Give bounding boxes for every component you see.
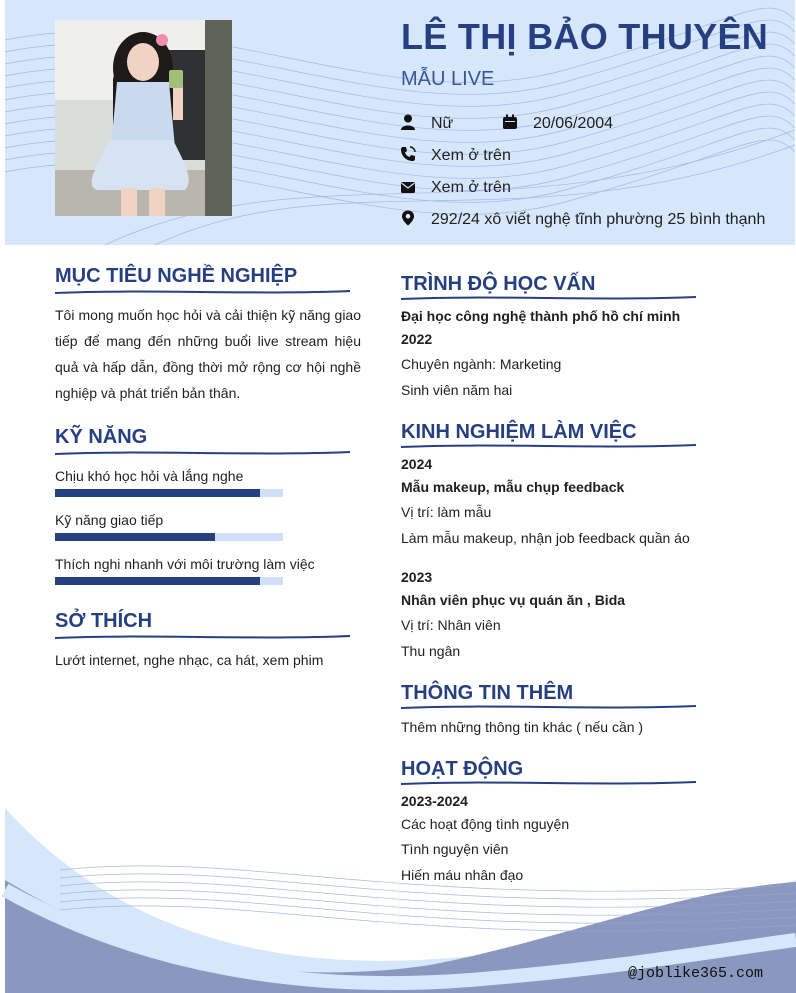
education-title: TRÌNH ĐỘ HỌC VẤN	[401, 273, 596, 295]
experience-year: 2024	[401, 456, 433, 472]
objective-underline	[55, 288, 350, 296]
activities-period: 2023-2024	[401, 793, 468, 809]
skill-bar-fill	[55, 533, 215, 541]
activities-org: Các hoạt động tình nguyện	[401, 816, 570, 832]
hobbies-text: Lướt internet, nghe nhạc, ca hát, xem phim	[55, 652, 324, 668]
birthday-value: 20/06/2004	[533, 115, 614, 132]
activities-underline	[401, 779, 696, 787]
experience-role: Vị trí: làm mẫu	[401, 504, 492, 520]
education-school: Đại học công nghệ thành phố hồ chí minh	[401, 308, 681, 324]
address-value: 292/24 xô viết nghệ tĩnh phường 25 bình thạnh	[431, 211, 766, 228]
job-position: MẪU LIVE	[401, 68, 495, 90]
education-major: Chuyên ngành: Marketing	[401, 356, 562, 372]
skill-bar-fill	[55, 489, 260, 497]
skill-bar-fill	[55, 577, 260, 585]
experience-underline	[401, 442, 696, 450]
skills-title: KỸ NĂNG	[55, 426, 148, 448]
extra-info-underline	[401, 703, 696, 711]
education-underline	[401, 294, 696, 302]
experience-desc: Làm mẫu makeup, nhận job feedback quần áo	[401, 530, 690, 546]
objective-text: Tôi mong muốn học hỏi và cải thiện kỹ năng giao tiếp để mang đến những buổi live stream hiệu quả và hấp dẫn, đồng thời mở rộng cơ hội nghề nghiệp và phát triển bản thân.	[55, 307, 361, 401]
extra-info-text: Thêm những thông tin khác ( nếu cần )	[401, 719, 644, 735]
activities-desc: Hiến máu nhân đạo	[401, 867, 524, 883]
footer-website: @joblike365.com	[628, 965, 764, 982]
phone-value: Xem ở trên	[431, 147, 511, 164]
experience-desc: Thu ngân	[401, 643, 461, 659]
skill-label: Thích nghi nhanh với môi trường làm việc	[55, 556, 315, 572]
skill-bar	[55, 489, 283, 497]
hobbies-underline	[55, 633, 350, 641]
objective-title: MỤC TIÊU NGHỀ NGHIỆP	[55, 265, 298, 287]
experience-role: Vị trí: Nhân viên	[401, 617, 501, 633]
footer-wave-decoration	[0, 790, 796, 993]
activities-title: HOẠT ĐỘNG	[401, 758, 524, 780]
candidate-name: LÊ THỊ BẢO THUYÊN	[401, 16, 769, 57]
experience-company: Nhân viên phục vụ quán ăn , Bida	[401, 592, 626, 608]
skills-underline	[55, 449, 350, 457]
location-pin-icon	[400, 210, 416, 226]
gender-value: Nữ	[431, 115, 454, 132]
skill-bar	[55, 577, 283, 585]
hobbies-title: SỞ THÍCH	[55, 610, 153, 632]
experience-title: KINH NGHIỆM LÀM VIỆC	[401, 421, 637, 443]
extra-info-title: THÔNG TIN THÊM	[401, 682, 574, 704]
calendar-icon	[502, 114, 518, 130]
education-year: 2022	[401, 331, 433, 347]
activities-role: Tình nguyện viên	[401, 841, 509, 857]
user-icon	[400, 114, 416, 130]
envelope-icon	[400, 179, 416, 195]
skill-label: Kỹ năng giao tiếp	[55, 512, 164, 528]
phone-icon	[400, 146, 416, 162]
email-value: Xem ở trên	[431, 179, 511, 196]
experience-company: Mẫu makeup, mẫu chụp feedback	[401, 479, 625, 495]
profile-photo	[55, 20, 232, 216]
skill-bar	[55, 533, 283, 541]
education-note: Sinh viên năm hai	[401, 382, 513, 398]
skill-label: Chịu khó học hỏi và lắng nghe	[55, 468, 244, 484]
experience-year: 2023	[401, 569, 433, 585]
